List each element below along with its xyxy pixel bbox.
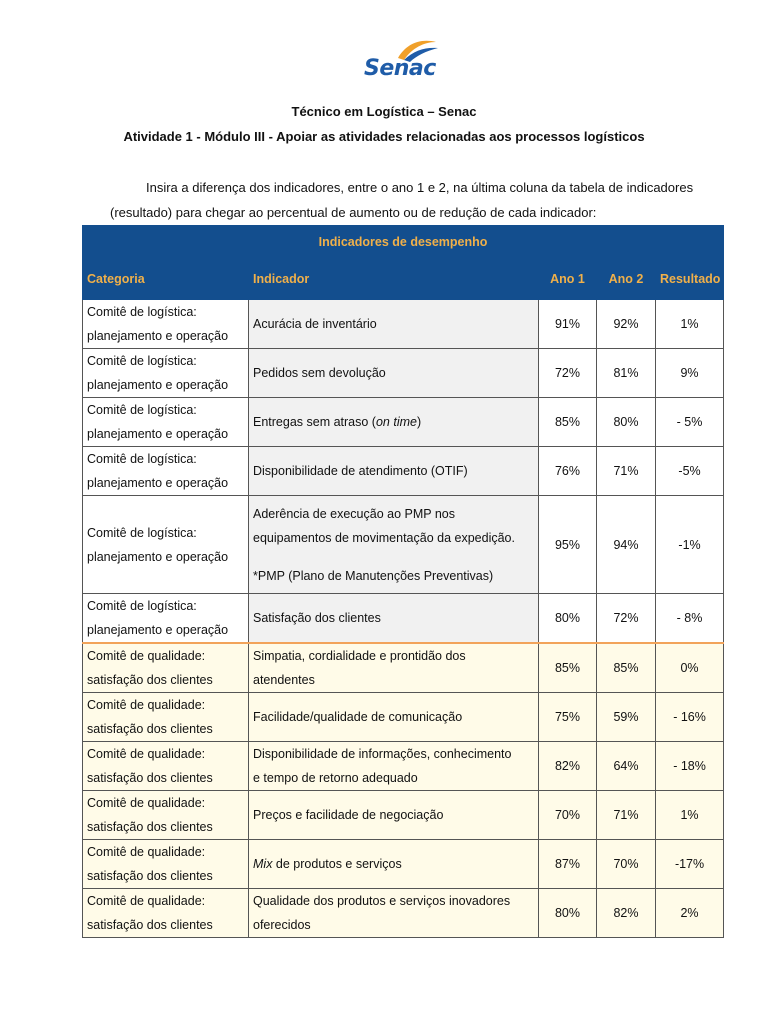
table-row — [83, 693, 724, 742]
category-line-1: Comitê de qualidade: — [87, 698, 206, 712]
resultado-cell: -5% — [656, 447, 724, 496]
category-line-2: planejamento e operação — [87, 329, 229, 343]
table-row — [83, 889, 724, 938]
ano2-cell: 85% — [597, 643, 656, 693]
indicator-cell: Disponibilidade de atendimento (OTIF) — [249, 447, 539, 496]
indicator-cell — [249, 398, 539, 447]
ano1-cell: 75% — [539, 693, 597, 742]
table-row — [83, 300, 724, 349]
table-row — [83, 496, 724, 594]
ano2-cell: 71% — [597, 791, 656, 840]
indicator-cell — [249, 889, 539, 938]
intro-paragraph — [110, 175, 720, 225]
category-line-1: Comitê de logística: — [87, 354, 197, 368]
category-line-2: satisfação dos clientes — [87, 918, 213, 932]
indicator-line-2: oferecidos — [253, 918, 311, 932]
indicator-text-end: ) — [416, 415, 422, 429]
category-line-2: planejamento e operação — [87, 623, 229, 637]
resultado-cell: 0% — [656, 643, 724, 693]
ano1-cell: 76% — [539, 447, 597, 496]
ano2-cell: 80% — [597, 398, 656, 447]
indicator-cell: Satisfação dos clientes — [249, 594, 539, 644]
page-title: Técnico em Logística – Senac — [291, 104, 477, 119]
indicator-cell: Pedidos sem devolução — [249, 349, 539, 398]
indicator-cell — [249, 643, 539, 693]
ano2-cell: 72% — [597, 594, 656, 644]
indicator-cell: Acurácia de inventário — [249, 300, 539, 349]
indicator-line-2: atendentes — [253, 673, 315, 687]
category-line-1: Comitê de qualidade: — [87, 796, 206, 810]
table-row — [83, 840, 724, 889]
column-header-indicador: Indicador — [249, 259, 539, 300]
resultado-cell: 9% — [656, 349, 724, 398]
category-cell — [83, 791, 249, 840]
column-header-categoria: Categoria — [83, 259, 249, 300]
category-line-1: Comitê de qualidade: — [87, 845, 206, 859]
category-line-2: satisfação dos clientes — [87, 820, 213, 834]
category-line-2: planejamento e operação — [87, 427, 229, 441]
category-cell — [83, 447, 249, 496]
ano1-cell: 70% — [539, 791, 597, 840]
indicator-line-2: equipamentos de movimentação da expedição. — [253, 530, 515, 545]
category-cell — [83, 300, 249, 349]
indicators-table — [82, 225, 724, 938]
category-line-1: Comitê de logística: — [87, 305, 197, 319]
category-line-1: Comitê de qualidade: — [87, 649, 206, 663]
category-cell — [83, 840, 249, 889]
indicator-text: Entregas sem atraso ( — [253, 415, 376, 429]
table-row — [83, 398, 724, 447]
indicator-cell — [249, 496, 539, 594]
table-row — [83, 349, 724, 398]
ano1-cell: 87% — [539, 840, 597, 889]
category-cell — [83, 742, 249, 791]
indicator-cell: Preços e facilidade de negociação — [249, 791, 539, 840]
category-cell — [83, 496, 249, 594]
category-line-1: Comitê de logística: — [87, 452, 197, 466]
column-header-ano2: Ano 2 — [597, 259, 656, 300]
indicator-line-1: Aderência de execução ao PMP nos — [253, 506, 455, 521]
senac-logo-text: Senac — [364, 56, 436, 81]
category-line-2: planejamento e operação — [87, 549, 229, 564]
category-cell — [83, 398, 249, 447]
indicator-cell: Facilidade/qualidade de comunicação — [249, 693, 539, 742]
resultado-cell: 2% — [656, 889, 724, 938]
page-subtitle: Atividade 1 - Módulo III - Apoiar as atividades relacionadas aos processos logísticos — [123, 129, 645, 144]
senac-logo — [358, 34, 448, 86]
resultado-cell: - 5% — [656, 398, 724, 447]
indicator-emphasis: Mix — [253, 857, 273, 871]
category-line-2: satisfação dos clientes — [87, 869, 213, 883]
category-line-2: satisfação dos clientes — [87, 771, 213, 785]
ano1-cell: 85% — [539, 398, 597, 447]
column-header-ano1: Ano 1 — [539, 259, 597, 300]
category-cell — [83, 594, 249, 644]
ano1-cell: 80% — [539, 594, 597, 644]
resultado-cell: - 8% — [656, 594, 724, 644]
indicator-line-1: Disponibilidade de informações, conhecimento — [253, 747, 512, 761]
category-line-1: Comitê de qualidade: — [87, 747, 206, 761]
indicator-line-1: Simpatia, cordialidade e prontidão dos — [253, 649, 466, 663]
category-cell — [83, 693, 249, 742]
category-line-2: satisfação dos clientes — [87, 722, 213, 736]
indicator-emphasis: on time — [375, 415, 417, 429]
resultado-cell: 1% — [656, 791, 724, 840]
category-line-2: satisfação dos clientes — [87, 673, 213, 687]
table-row — [83, 742, 724, 791]
table-row — [83, 791, 724, 840]
indicator-cell — [249, 742, 539, 791]
ano2-cell: 59% — [597, 693, 656, 742]
ano2-cell: 81% — [597, 349, 656, 398]
indicator-text: de produtos e serviços — [272, 857, 402, 871]
resultado-cell: -17% — [656, 840, 724, 889]
ano1-cell: 91% — [539, 300, 597, 349]
category-line-2: planejamento e operação — [87, 476, 229, 490]
intro-line-2: (resultado) para chegar ao percentual de aumento ou de redução de cada indicador: — [110, 205, 597, 220]
ano1-cell: 80% — [539, 889, 597, 938]
category-line-1: Comitê de logística: — [87, 403, 197, 417]
category-cell — [83, 889, 249, 938]
table-title: Indicadores de desempenho — [83, 226, 724, 259]
column-header-resultado: Resultado — [656, 259, 724, 300]
indicator-line-1: Qualidade dos produtos e serviços inovadores — [253, 894, 511, 908]
ano1-cell: 82% — [539, 742, 597, 791]
category-cell — [83, 349, 249, 398]
table-row — [83, 447, 724, 496]
ano1-cell: 85% — [539, 643, 597, 693]
ano2-cell: 71% — [597, 447, 656, 496]
ano2-cell: 94% — [597, 496, 656, 594]
category-cell — [83, 643, 249, 693]
ano2-cell: 64% — [597, 742, 656, 791]
category-line-1: Comitê de qualidade: — [87, 894, 206, 908]
table-row — [83, 594, 724, 644]
ano1-cell: 72% — [539, 349, 597, 398]
resultado-cell: 1% — [656, 300, 724, 349]
ano2-cell: 70% — [597, 840, 656, 889]
indicator-note: *PMP (Plano de Manutenções Preventivas) — [253, 568, 494, 583]
ano2-cell: 92% — [597, 300, 656, 349]
category-line-1: Comitê de logística: — [87, 525, 197, 540]
resultado-cell: - 16% — [656, 693, 724, 742]
category-line-1: Comitê de logística: — [87, 599, 197, 613]
indicator-line-2: e tempo de retorno adequado — [253, 771, 418, 785]
resultado-cell: - 18% — [656, 742, 724, 791]
ano2-cell: 82% — [597, 889, 656, 938]
category-line-2: planejamento e operação — [87, 378, 229, 392]
table-row — [83, 643, 724, 693]
indicator-cell — [249, 840, 539, 889]
ano1-cell: 95% — [539, 496, 597, 594]
intro-line-1: Insira a diferença dos indicadores, entre o ano 1 e 2, na última coluna da tabela de indicadores — [146, 180, 694, 195]
resultado-cell: -1% — [656, 496, 724, 594]
